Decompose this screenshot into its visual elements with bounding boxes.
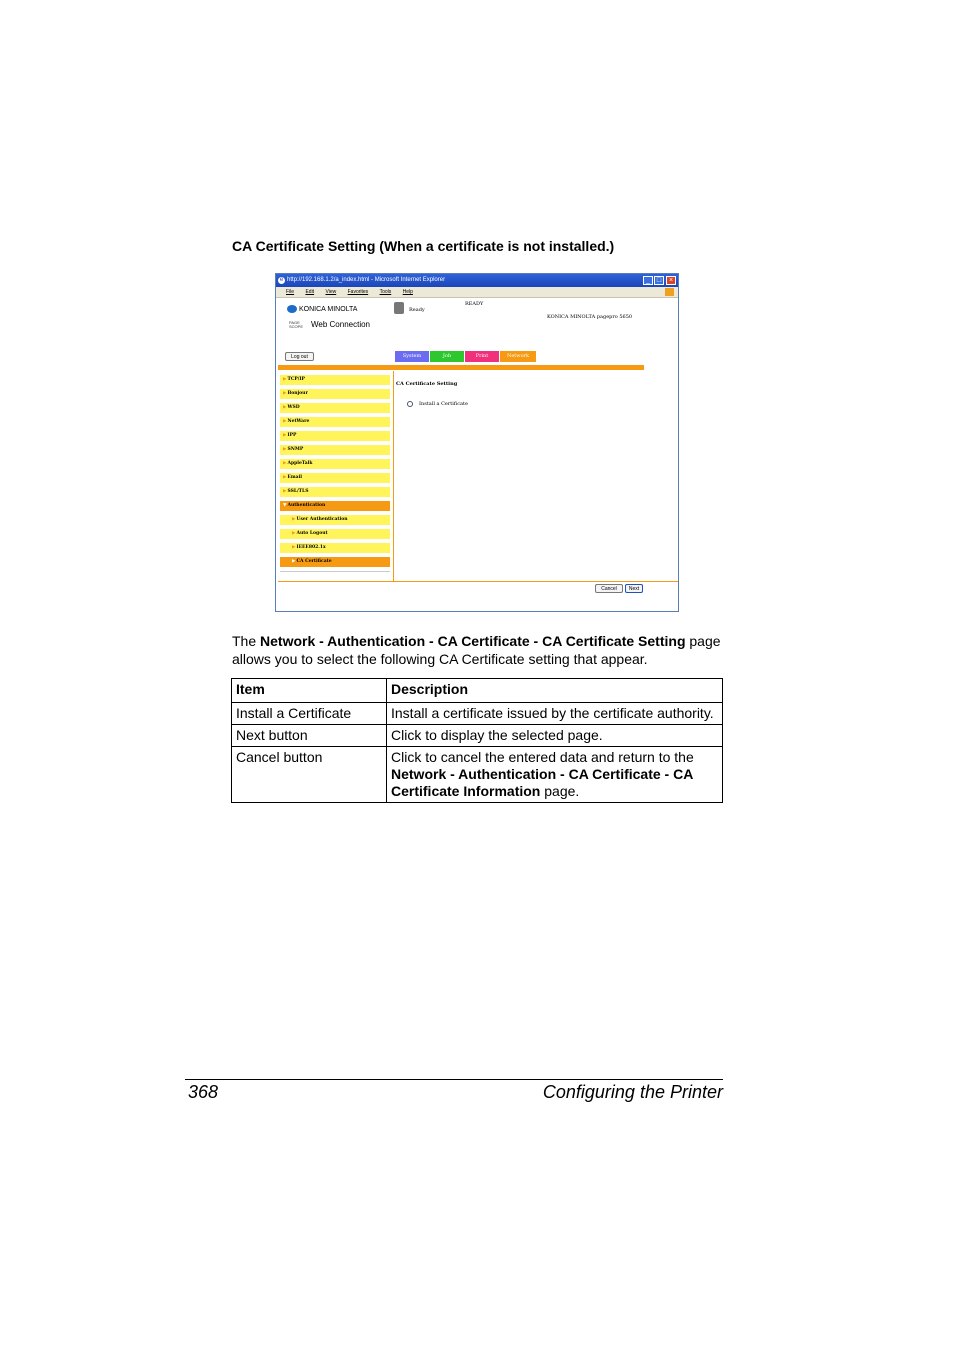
globe-icon: [287, 305, 297, 313]
desc-bold: Network - Authentication - CA Certificate - CA Certificate Information: [391, 766, 693, 799]
printer-icon: [394, 302, 404, 314]
row-description: Click to display the selected page.: [387, 725, 723, 747]
browser-title-bar: [276, 274, 678, 287]
sidebar-item-ssl-tls[interactable]: ▶SSL/TLS: [280, 487, 390, 497]
next-button[interactable]: Next: [625, 584, 643, 593]
description-paragraph: [232, 632, 732, 668]
maximize-icon[interactable]: □: [654, 276, 664, 285]
model-name: KONICA MINOLTA pagepro 5650: [547, 314, 633, 320]
minimize-icon[interactable]: _: [643, 276, 653, 285]
install-certificate-radio[interactable]: [407, 401, 413, 407]
ready-label: Ready: [409, 307, 425, 313]
windows-flag-icon: [665, 288, 674, 296]
logout-button[interactable]: Log out: [285, 352, 314, 361]
cancel-button[interactable]: Cancel: [595, 584, 623, 593]
sidebar-divider: [393, 371, 394, 581]
menu-view[interactable]: View: [325, 289, 337, 295]
sidebar-underline: [280, 571, 390, 572]
header-description: Description: [387, 679, 723, 703]
menu-file[interactable]: File: [286, 289, 295, 295]
sidebar-item-ipp[interactable]: ▶IPP: [280, 431, 390, 441]
web-connection-text: Web Connection: [311, 320, 370, 329]
content-bottom-divider: [278, 581, 678, 582]
sidebar-item-ieee8021x[interactable]: ▶IEEE802.1x: [280, 543, 390, 553]
table-header-row: [232, 679, 723, 703]
konica-logo: [287, 305, 357, 313]
sidebar-item-netware[interactable]: ▶NetWare: [280, 417, 390, 427]
section-heading: CA Certificate Setting (When a certificate is not installed.): [232, 238, 615, 254]
browser-menu-bar: [276, 287, 678, 298]
row-item: Next button: [232, 725, 387, 747]
tab-network[interactable]: Network: [500, 351, 536, 362]
row-description: [387, 747, 723, 803]
table-row: [232, 725, 723, 747]
footer-title: Configuring the Printer: [542, 1082, 723, 1102]
desc-pre: Click to cancel the entered data and return to the: [391, 749, 694, 765]
menu-help[interactable]: Help: [402, 289, 413, 295]
sidebar-item-auto-logout[interactable]: ▶Auto Logout: [280, 529, 390, 539]
browser-window-screenshot: [275, 273, 679, 612]
status-text: READY: [465, 301, 484, 307]
ie-icon: e: [279, 277, 284, 283]
table-row: [232, 703, 723, 725]
sidebar-item-bonjour[interactable]: ▶Bonjour: [280, 389, 390, 399]
row-description: Install a certificate issued by the certificate authority.: [387, 703, 723, 725]
menu-tools[interactable]: Tools: [379, 289, 392, 295]
desc-post: page.: [540, 783, 580, 799]
sidebar-item-snmp[interactable]: ▶SNMP: [280, 445, 390, 455]
content-title: CA Certificate Setting: [396, 381, 458, 387]
sidebar-item-email[interactable]: ▶Email: [280, 473, 390, 483]
paragraph-pre: The: [232, 633, 261, 649]
header-item: Item: [232, 679, 387, 703]
header-divider: [278, 365, 644, 370]
sidebar-item-user-authentication[interactable]: ▶User Authentication: [280, 515, 390, 525]
sidebar-item-wsd[interactable]: ▶WSD: [280, 403, 390, 413]
footer-rule: [185, 1079, 723, 1080]
page-number: 368: [188, 1082, 219, 1102]
description-table: [231, 678, 723, 803]
row-item: Cancel button: [232, 747, 387, 803]
menu-favorites[interactable]: Favorites: [347, 289, 369, 295]
close-icon[interactable]: ×: [666, 276, 676, 285]
menu-edit[interactable]: Edit: [305, 289, 315, 295]
table-row: [232, 747, 723, 803]
tab-print[interactable]: Print: [465, 351, 499, 362]
browser-title: http://192.168.1.2/a_index.html - Microsoft Internet Explorer: [287, 277, 446, 283]
sidebar-item-appletalk[interactable]: ▶AppleTalk: [280, 459, 390, 469]
paragraph-post: page allows you to select the following CA Certificate setting that appear.: [232, 633, 721, 667]
pagescope-logo: [289, 320, 370, 329]
brand-name: KONICA MINOLTA: [299, 305, 358, 313]
tab-job[interactable]: Job: [430, 351, 464, 362]
app-header: [276, 298, 678, 364]
pagescope-small: PAGE SCOPE: [289, 319, 304, 329]
install-certificate-label[interactable]: Install a Certificate: [419, 401, 468, 407]
row-item: Install a Certificate: [232, 703, 387, 725]
paragraph-bold: Network - Authentication - CA Certificate - CA Certificate Setting: [260, 633, 686, 649]
sidebar-item-authentication[interactable]: ▼Authentication: [280, 501, 390, 511]
sidebar-item-ca-certificate[interactable]: ▶CA Certificate: [280, 557, 390, 567]
sidebar-item-tcpip[interactable]: ▶TCP/IP: [280, 375, 390, 385]
tab-system[interactable]: System: [395, 351, 429, 362]
